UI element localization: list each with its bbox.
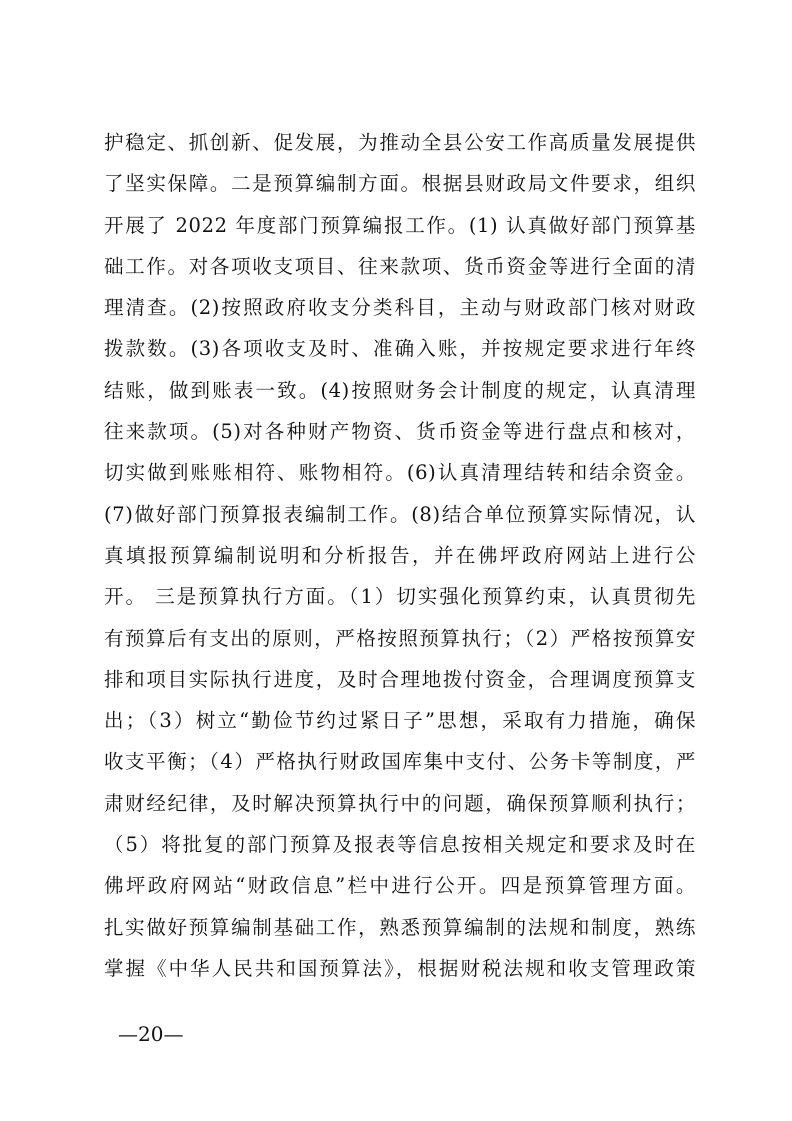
text-line: 有预算后有支出的原则，严格按照预算执行；（2）严格按预算安 [104,626,696,650]
text-line: 了坚实保障。二是预算编制方面。根据县财政局文件要求，组织 [104,172,696,196]
text-line: 开展了 2022 年度部门预算编报工作。(1) 认真做好部门预算基 [104,213,696,237]
text-line: （5）将批复的部门预算及报表等信息按相关规定和要求及时在 [104,833,696,857]
text-line: 真填报预算编制说明和分析报告，并在佛坪政府网站上进行公 [104,543,696,567]
text-line: 开。 三是预算执行方面。（1）切实强化预算约束，认真贯彻先 [104,585,696,609]
page-number: —20— [118,1022,184,1046]
text-line: 拨款数。(3)各项收支及时、准确入账，并按规定要求进行年终 [104,337,696,361]
text-line: 结账，做到账表一致。(4)按照财务会计制度的规定，认真清理 [104,378,696,402]
text-line: 佛坪政府网站“财政信息”栏中进行公开。四是预算管理方面。 [104,874,696,898]
text-line: 切实做到账账相符、账物相符。(6)认真清理结转和结余资金。 [104,461,696,485]
text-line: 础工作。对各项收支项目、往来款项、货币资金等进行全面的清 [104,254,696,278]
text-line: 掌握《中华人民共和国预算法》，根据财税法规和收支管理政策 [104,956,696,980]
text-line: (7)做好部门预算报表编制工作。(8)结合单位预算实际情况，认 [104,502,696,526]
text-line: 排和项目实际执行进度，及时合理地拨付资金，合理调度预算支 [104,667,696,691]
text-line: 护稳定、抓创新、促发展，为推动全县公安工作高质量发展提供 [104,131,696,154]
body-text [104,122,696,989]
text-line: 肃财经纪律，及时解决预算执行中的问题，确保预算顺利执行； [104,791,696,815]
text-line: 收支平衡；（4）严格执行财政国库集中支付、公务卡等制度，严 [104,750,696,774]
text-line: 理清查。(2)按照政府收支分类科目，主动与财政部门核对财政 [104,296,696,320]
text-line: 往来款项。(5)对各种财产物资、货币资金等进行盘点和核对， [104,420,696,444]
text-line: 出；（3）树立“勤俭节约过紧日子”思想，采取有力措施，确保 [104,709,696,733]
text-line: 扎实做好预算编制基础工作，熟悉预算编制的法规和制度，熟练 [104,915,696,939]
